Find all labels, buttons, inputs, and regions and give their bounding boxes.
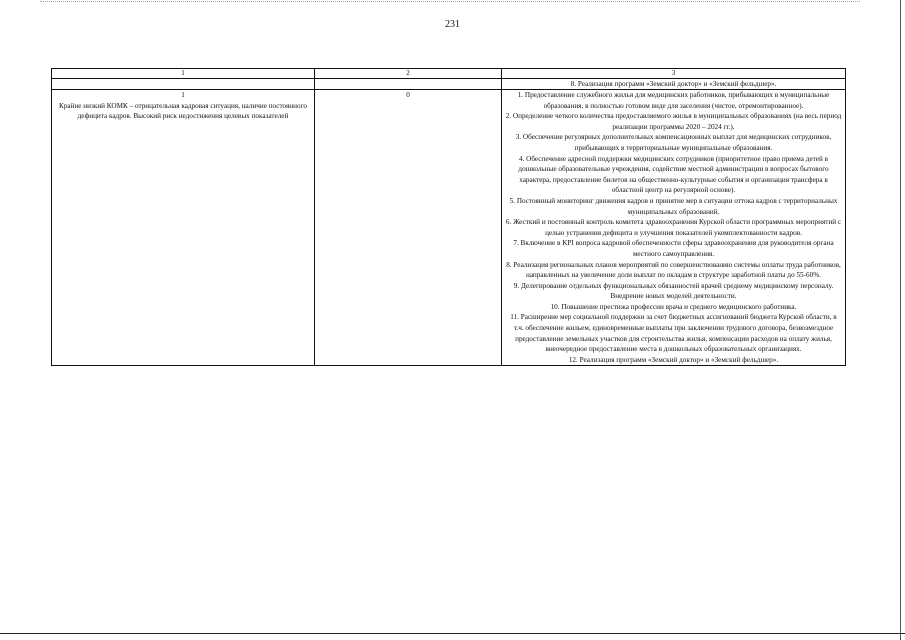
table-row [52,90,846,366]
measure-item: 1. Предоставление служебного жилья для медицинских работников, прибывающих в муниципальные образования, в полностью готовом виде для заселения (чистое, отремонтированное). [517,91,830,110]
continuation-col2 [315,79,502,90]
continuation-col1 [52,79,315,90]
measure-item: 11. Расширение мер социальной поддержки за счет бюджетных ассигнований бюджета Курской области, в т.ч. обеспечение жильем, единовременные выплаты при заключении трудового договора, безвозмездное предоставление земельных участков для строительства жилья, компенсации расходов на оплату жилья, внеочередное предоставление места в дошкольных образовательных организациях. [510,313,837,354]
measure-item: 8. Реализация региональных планов мероприятий по совершенствованию системы оплаты труда работников, направленных на увеличение доли выплат по окладам в структуре заработной платы до 55-60%. [506,260,841,280]
header-cell-1: 1 [52,69,315,79]
measure-item: 6. Жесткий и постоянный контроль комитета здравоохранения Курской области программных мероприятий с целью устранения дефицита и улучшения показателей укомплектованности кадров. [505,218,842,237]
measure-item: 2. Определение четкого количества предоставляемого жилья в муниципальных образованиях (на весь период реализации программы 2020 – 2024 гг.). [505,112,842,131]
score-cell: 0 [315,90,502,366]
measure-item: 9. Делегирование отдельных функциональных обязанностей врачей среднему медицинскому персоналу. Внедрение новых моделей деятельности. [513,281,834,301]
scan-edge-right [900,0,901,640]
measure-item: 5. Постоянный мониторинг движения кадров и принятие мер в ситуации оттока кадров с территориальных муниципальных образований. [509,196,838,216]
measures-cell [502,90,846,366]
header-cell-3: 3 [502,69,846,79]
header-cell-2: 2 [315,69,502,79]
risk-level-number: 1 [181,91,185,99]
measure-item: 7. Включение в KPI вопроса кадровой обеспеченности сферы здравоохранения для руководителя органа местного самоуправления. [513,239,834,258]
measure-item: 12. Реализация программ «Земский доктор» и «Земский фельдшер». [568,355,779,364]
continuation-col3: 8. Реализация программ «Земский доктор» и «Земский фельдшер». [502,79,846,90]
risk-level-description: Крайне низкий КОМК – отрицательная кадровая ситуация, наличие постоянного дефицита кадров. Высокий риск недостижения целевых показателей [59,101,307,121]
measures-table [51,68,846,366]
page-number: 231 [445,19,460,30]
measure-item: 4. Обеспечение адресной поддержки медицинских сотрудников (приоритетное право приема детей в дошкольные образовательные учреждения, содействие местной администрации в вопросах бытового характера, предоставление билетов на общественно-культурные события и организация трансфера в областной центр на регулярной основе). [518,154,829,195]
scan-edge-bottom [0,633,905,634]
scan-edge-top [40,1,860,3]
table-header-row [52,69,846,79]
risk-level-cell [52,90,315,366]
measure-item: 3. Обеспечение регулярных дополнительных компенсационных выплат для медицинских сотрудников, прибывающих в территориальные муниципальные образования. [515,133,832,152]
continuation-row [52,79,846,90]
measure-item: 10. Повышение престижа профессии врача и среднего медицинского работника. [550,302,797,311]
